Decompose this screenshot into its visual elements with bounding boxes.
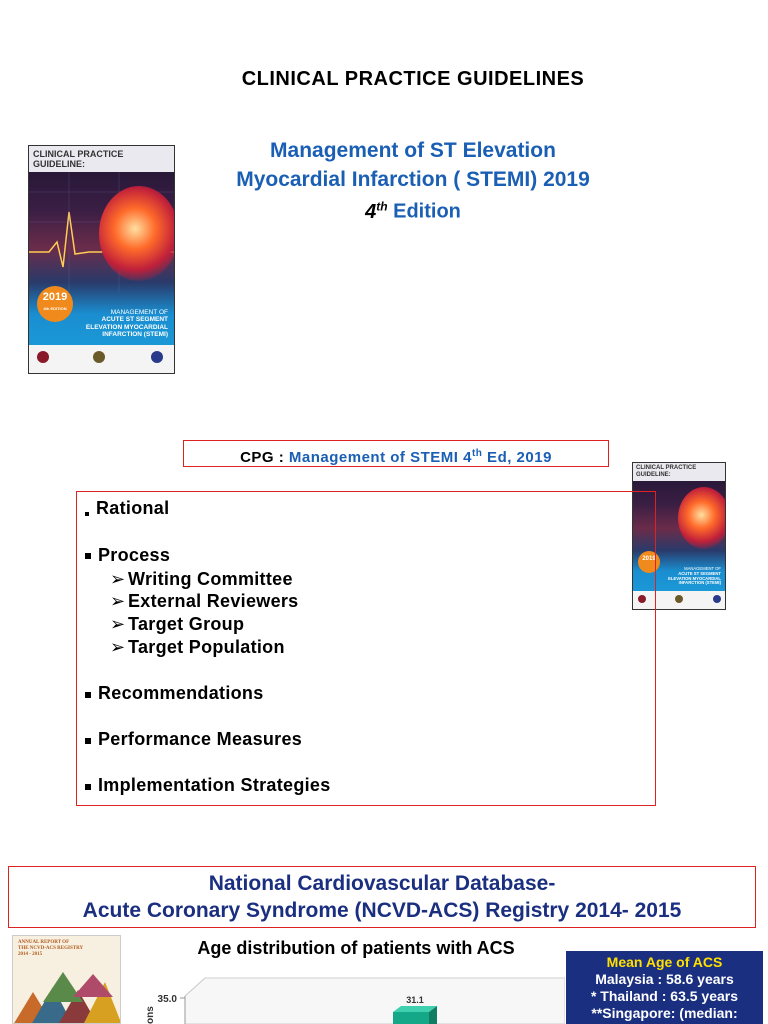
bullet-icon bbox=[85, 512, 89, 516]
registry-title-line2: Acute Coronary Syndrome (NCVD-ACS) Registry 2014- 2015 bbox=[82, 899, 682, 922]
bullet-icon bbox=[85, 692, 91, 698]
cover-subtitle bbox=[668, 567, 721, 586]
cover-subtitle-line2: ACUTE ST SEGMENT bbox=[101, 316, 168, 324]
bullet-icon bbox=[85, 738, 91, 744]
mean-age-box bbox=[566, 951, 763, 1024]
mean-age-header: Mean Age of ACS bbox=[606, 954, 723, 970]
process-subitem bbox=[110, 637, 285, 658]
age-distribution-chart bbox=[125, 968, 565, 1024]
report-cover-mosaic bbox=[13, 972, 121, 1024]
report-cover-line3: 2014 - 2015 bbox=[18, 952, 43, 957]
registry-title-box bbox=[8, 866, 756, 928]
badge-year: 2019 bbox=[642, 556, 656, 562]
bullet-icon bbox=[85, 553, 91, 559]
mean-age-singapore: **Singapore: (median: bbox=[591, 1005, 738, 1021]
subitem-label: Target Group bbox=[128, 614, 245, 634]
cover-subtitle-line1: MANAGEMENT OF bbox=[684, 566, 721, 571]
cover-header-line1: CLINICAL PRACTICE bbox=[33, 149, 124, 159]
cover-subtitle-line3: ELEVATION MYOCARDIAL bbox=[85, 323, 168, 331]
guideline-cover-image bbox=[28, 145, 175, 374]
cpg-value-end: Ed, 2019 bbox=[482, 449, 552, 466]
arrow-bullet-icon: ➢ bbox=[110, 591, 126, 611]
item-rational: Rational bbox=[96, 498, 170, 518]
guideline-title-line2: Myocardial Infarction ( STEMI) 2019 bbox=[236, 168, 590, 191]
cover-header bbox=[29, 146, 174, 172]
cpg-value-suffix: th bbox=[471, 448, 483, 459]
logo-icon bbox=[37, 351, 49, 363]
logo-icon bbox=[93, 351, 105, 363]
process-subitem bbox=[110, 614, 244, 635]
cover-subtitle bbox=[86, 309, 168, 339]
y-axis-label: ons bbox=[145, 1006, 156, 1024]
chart-title: Age distribution of patients with ACS bbox=[197, 938, 515, 958]
process-subitem bbox=[110, 569, 293, 590]
page-heading: CLINICAL PRACTICE GUIDELINES bbox=[241, 68, 585, 90]
heart-graphic bbox=[99, 186, 175, 281]
item-performance-measures: Performance Measures bbox=[98, 729, 303, 749]
subitem-label: Writing Committee bbox=[128, 569, 293, 589]
logo-icon bbox=[713, 595, 721, 603]
logo-icon bbox=[151, 351, 163, 363]
item-recommendations: Recommendations bbox=[98, 683, 264, 703]
arrow-bullet-icon: ➢ bbox=[110, 569, 126, 589]
report-cover-title bbox=[18, 940, 83, 958]
item-process: Process bbox=[98, 545, 171, 565]
report-cover-line2: THE NCVD-ACS REGISTRY bbox=[18, 946, 84, 951]
cover-subtitle-line1: MANAGEMENT OF bbox=[110, 309, 168, 316]
bullet-icon bbox=[85, 784, 91, 790]
heart-graphic bbox=[678, 487, 726, 549]
report-cover-line1: ANNUAL REPORT OF bbox=[18, 940, 70, 945]
subitem-label: External Reviewers bbox=[128, 591, 299, 611]
subitem-label: Target Population bbox=[128, 637, 285, 657]
item-implementation-strategies: Implementation Strategies bbox=[98, 775, 331, 795]
cover-subtitle-line3: ELEVATION MYOCARDIAL bbox=[668, 575, 721, 581]
mean-age-thailand: * Thailand : 63.5 years bbox=[590, 988, 739, 1004]
badge-edition: 4th EDITION bbox=[43, 306, 67, 311]
arrow-bullet-icon: ➢ bbox=[110, 637, 126, 657]
cover-subtitle-line2: ACUTE ST SEGMENT bbox=[678, 570, 721, 576]
mean-age-malaysia: Malaysia : 58.6 years bbox=[595, 971, 734, 987]
cover-header-line1: CLINICAL PRACTICE bbox=[636, 465, 697, 471]
bar-value-label: 31.1 bbox=[406, 995, 424, 1005]
process-subitem bbox=[110, 591, 299, 612]
guideline-title bbox=[190, 136, 636, 194]
cpg-title-box bbox=[183, 440, 609, 467]
y-tick-label: 35.0 bbox=[157, 994, 177, 1005]
arrow-bullet-icon: ➢ bbox=[110, 614, 126, 634]
cover-header-line2: GUIDELINE: bbox=[33, 159, 86, 169]
registry-title-line1: National Cardiovascular Database- bbox=[208, 872, 556, 895]
badge-year: 2019 bbox=[42, 291, 68, 303]
bar bbox=[393, 1012, 429, 1024]
cover-header bbox=[633, 463, 725, 481]
guideline-title-line1: Management of ST Elevation bbox=[270, 139, 556, 162]
cover-footer bbox=[29, 345, 174, 373]
cover-subtitle-line4: INFARCTION (STEMI) bbox=[678, 580, 721, 586]
edition-ordinal: 4 bbox=[365, 200, 377, 223]
chart-back-wall bbox=[185, 978, 565, 1024]
edition-ordinal-suffix: th bbox=[376, 199, 388, 213]
cover-subtitle-line4: INFARCTION (STEMI) bbox=[102, 331, 168, 339]
logo-icon bbox=[675, 595, 683, 603]
cpg-label: CPG : bbox=[240, 449, 289, 466]
edition-label bbox=[190, 199, 636, 224]
cpg-value: Management of STEMI 4 bbox=[288, 449, 472, 466]
cover-header-line2: GUIDELINE: bbox=[636, 472, 671, 478]
edition-badge bbox=[37, 286, 73, 322]
annual-report-cover-image bbox=[12, 935, 121, 1024]
edition-word: Edition bbox=[393, 200, 461, 223]
